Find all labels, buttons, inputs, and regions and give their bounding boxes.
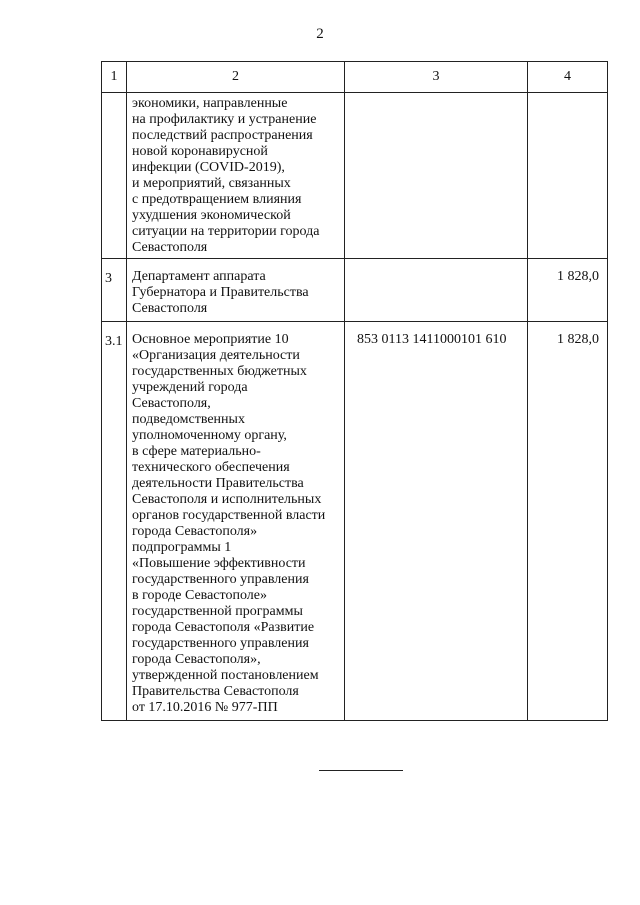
row-name [127, 93, 345, 259]
table-row [102, 259, 608, 322]
row-name-line: учреждений города [132, 380, 248, 395]
table-header-row [102, 62, 608, 93]
row-name-line: «Повышение эффективности [132, 556, 306, 571]
page-number: 2 [316, 26, 324, 42]
table-row [102, 322, 608, 721]
row-name [127, 322, 345, 721]
row-name [127, 259, 345, 322]
row-amount: 1 828,0 [528, 259, 608, 322]
row-name-line: подпрограммы 1 [132, 540, 232, 555]
budget-table [101, 61, 608, 721]
row-name-line: ситуации на территории города [132, 224, 320, 239]
row-name-line: деятельности Правительства [132, 476, 304, 491]
table-row [102, 93, 608, 259]
row-code [345, 259, 528, 322]
row-code [345, 93, 528, 259]
row-name-line: органов государственной власти [132, 508, 326, 523]
row-name-line: Департамент аппарата [132, 269, 266, 284]
header-col-2: 2 [127, 62, 345, 93]
row-name-line: Севастополя, [132, 396, 211, 411]
row-name-line: новой коронавирусной [132, 144, 268, 159]
row-name-line: в городе Севастополе» [132, 588, 267, 603]
row-name-line: уполномоченному органу, [132, 428, 287, 443]
row-name-line: государственной программы [132, 604, 303, 619]
row-name-line: Основное мероприятие 10 [132, 332, 289, 347]
row-name-line: подведомственных [132, 412, 245, 427]
row-name-line: на профилактику и устранение [132, 112, 317, 127]
row-name-line: в сфере материально- [132, 444, 261, 459]
row-name-line: государственных бюджетных [132, 364, 307, 379]
row-name-line: города Севастополя», [132, 652, 261, 667]
row-name-line: от 17.10.2016 № 977-ПП [132, 700, 278, 715]
row-name-line: экономики, направленные [132, 96, 288, 111]
row-amount [528, 93, 608, 259]
header-col-1: 1 [102, 62, 127, 93]
row-code: 853 0113 1411000101 610 [345, 322, 528, 721]
row-name-line: Правительства Севастополя [132, 684, 299, 699]
row-name-line: государственного управления [132, 636, 309, 651]
header-col-4: 4 [528, 62, 608, 93]
row-amount: 1 828,0 [528, 322, 608, 721]
row-name-line: ухудшения экономической [132, 208, 291, 223]
row-name-line: Севастополя [132, 240, 208, 255]
row-name-line: последствий распространения [132, 128, 313, 143]
row-name-line: технического обеспечения [132, 460, 290, 475]
row-name-line: и мероприятий, связанных [132, 176, 291, 191]
end-separator-line [319, 770, 403, 771]
row-name-line: города Севастополя» [132, 524, 258, 539]
row-name-line: утвержденной постановлением [132, 668, 319, 683]
row-name-line: города Севастополя «Развитие [132, 620, 315, 635]
header-col-3: 3 [345, 62, 528, 93]
row-name-line: Севастополя и исполнительных [132, 492, 322, 507]
row-number [102, 93, 127, 259]
row-name-line: инфекции (COVID-2019), [132, 160, 285, 175]
row-name-line: государственного управления [132, 572, 309, 587]
row-name-line: Губернатора и Правительства [132, 285, 309, 300]
row-number: 3.1 [102, 322, 127, 721]
row-name-line: Севастополя [132, 301, 208, 316]
row-name-line: с предотвращением влияния [132, 192, 302, 207]
row-name-line: «Организация деятельности [132, 348, 300, 363]
row-number: 3 [102, 259, 127, 322]
